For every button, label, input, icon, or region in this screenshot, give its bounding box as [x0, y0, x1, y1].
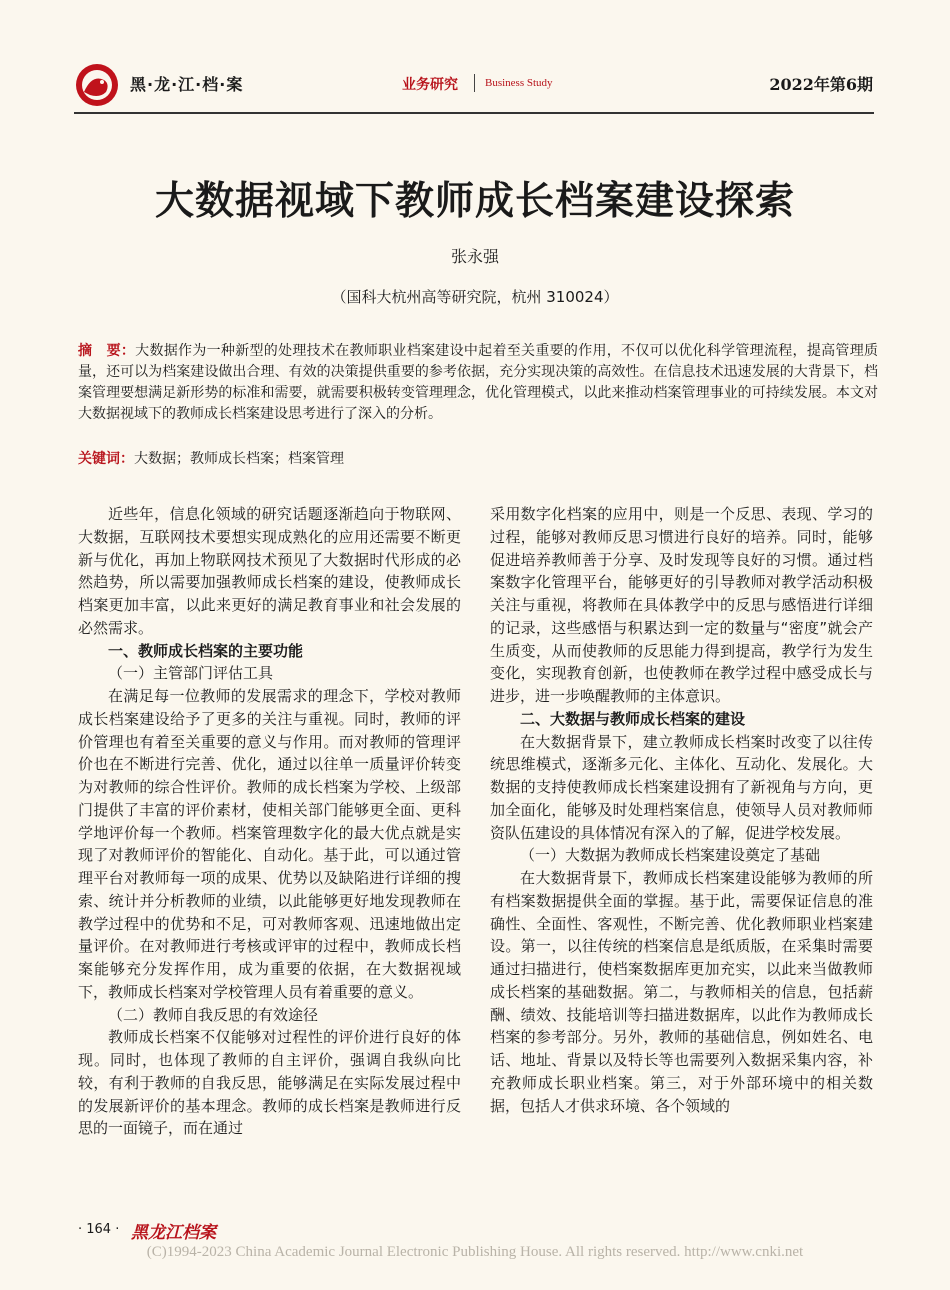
issue-number: 2022年第6期 — [769, 75, 873, 94]
article-author: 张永强 — [450, 247, 499, 266]
abstract — [78, 341, 878, 425]
author-affiliation: （国科大杭州高等研究院，杭州 310024） — [331, 288, 619, 306]
paragraph: 在大数据背景下，教师成长档案建设能够为教师的所有档案数据提供全面的掌握。基于此，需要保证信息的准确性、全面性、客观性，不断完善、优化教师职业档案建设。第一，以往传统的档案信息是纸质版，在采集时需要通过扫描进行，使档案数据库更加充实，以此来当做教师成长档案的基础数据。第二，与教师相关的信息，包括薪酬、绩效、技能培训等扫描进数据库，以此作为教师成长档案的参考部分。另外，教师的基础信息，例如姓名、电话、地址、背景以及特长等也需要列入数据采集内容，补充教师成长职业档案。第三，对于外部环境中的相关数据，包括人才供求环境、各个领域的 — [490, 869, 873, 1115]
copyright-notice: (C)1994-2023 China Academic Journal Electronic Publishing House. All rights reserved. http://www.cnki.net — [146, 1244, 804, 1260]
header-rule — [74, 112, 874, 114]
abstract-text: 大数据作为一种新型的处理技术在教师职业档案建设中起着至关重要的作用，不仅可以优化科学管理流程，提高管理质量，还可以为档案建设做出合理、有效的决策提供重要的参考依据，充分实现决策的高效性。在信息技术迅速发展的大背景下，档案管理要想满足新形势的标准和需要，就需要积极转变管理理念，优化管理模式，以此来推动档案管理事业的可持续发展。本文对大数据视域下的教师成长档案建设思考进行了深入的分析。 — [78, 343, 879, 422]
paragraph: 在大数据背景下，建立教师成长档案时改变了以往传统思维模式，逐渐多元化、主体化、互动化、发展化。大数据的支持使教师成长档案建设拥有了新视角与方向，更加全面化，能够及时处理档案信息，使领导人员对教师师资队伍建设的具体情况有深入的了解，促进学校发展。 — [490, 732, 873, 842]
paragraph: 采用数字化档案的应用中，则是一个反思、表现、学习的过程，能够对教师反思习惯进行良好的培养。同时，能够促进培养教师善于分享、及时发现等良好的习惯。通过档案数字化管理平台，能够更好的引导教师对教学活动积极关注与重视，将教师在具体教学中的反思与感悟进行详细的记录，这些感悟与积累达到一定的数量与“密度”就会产生质变，从而使教师的反思能力得到提高，教学行为发生变化，实现教育创新，也使教师在教学过程中感受成长与进步，进一步唤醒教师的主体意识。 — [490, 505, 873, 705]
page-header — [0, 0, 950, 118]
paragraph: 近些年，信息化领域的研究话题逐渐趋向于物联网、大数据，互联网技术要想实现成熟化的应用还需要不断更新与优化，再加上物联网技术预见了大数据时代形成的必然趋势，所以需要加强教师成长档案的建设，使教师成长档案更加丰富，以此来更好的满足教育事业和社会发展的必然需求。 — [78, 505, 461, 637]
body-column-right — [490, 503, 873, 1117]
subsection-heading: （一）主管部门评估工具 — [108, 664, 274, 683]
footer-brand-logo: 黑龙江档案 — [131, 1223, 216, 1243]
abstract-label: 摘 要： — [78, 343, 136, 359]
column-name-english: Business Study — [485, 77, 553, 89]
subsection-heading: （二）教师自我反思的有效途径 — [108, 1005, 319, 1024]
article-title: 大数据视域下教师成长档案建设探索 — [154, 178, 795, 224]
keywords-label: 关键词： — [78, 451, 134, 467]
section-heading: 一、教师成长档案的主要功能 — [108, 641, 304, 660]
column-divider — [474, 74, 475, 92]
paragraph: 教师成长档案不仅能够对过程性的评价进行良好的体现。同时，也体现了教师的自主评价，强调自我纵向比较，有利于教师的自我反思，能够满足在实际发展过程中的发展新评价的基本理念。教师的成长档案是教师进行反思的一面镜子，而在通过 — [78, 1028, 461, 1138]
journal-name: 黑·龙·江·档·案 — [130, 75, 244, 94]
section-heading: 二、大数据与教师成长档案的建设 — [520, 709, 746, 728]
journal-logo-icon — [74, 62, 120, 108]
keywords — [78, 449, 878, 470]
subsection-heading: （一）大数据为教师成长档案建设奠定了基础 — [520, 846, 821, 865]
column-name: 业务研究 — [402, 77, 458, 93]
body-column-left — [78, 503, 461, 1140]
page-number: · 164 · — [78, 1222, 120, 1237]
paragraph: 在满足每一位教师的发展需求的理念下，学校对教师成长档案建设给予了更多的关注与重视。同时，教师的评价管理也有着至关重要的意义与作用。而对教师的管理评价也在不断进行完善、优化，通过以往单一质量评价转变为对教师的综合性评价。教师的成长档案为学校、上级部门提供了丰富的评价素材，使相关部门能够更全面、更科学地评价每一个教师。档案管理数字化的最大优点就是实现了对教师评价的智能化、自动化。基于此，可以通过管理平台对教师每一项的成果、优势以及缺陷进行详细的搜索、统计并分析教师的业绩，以此能够更好地发现教师在教学过程中的优势和不足，可对教师客观、迅速地做出定量评价。在对教师进行考核或评审的过程中，教师成长档案能够充分发挥作用，成为重要的依据，在大数据视域下，教师成长档案对学校管理人员有着重要的意义。 — [78, 687, 461, 1001]
keywords-text: 大数据；教师成长档案；档案管理 — [134, 451, 344, 467]
